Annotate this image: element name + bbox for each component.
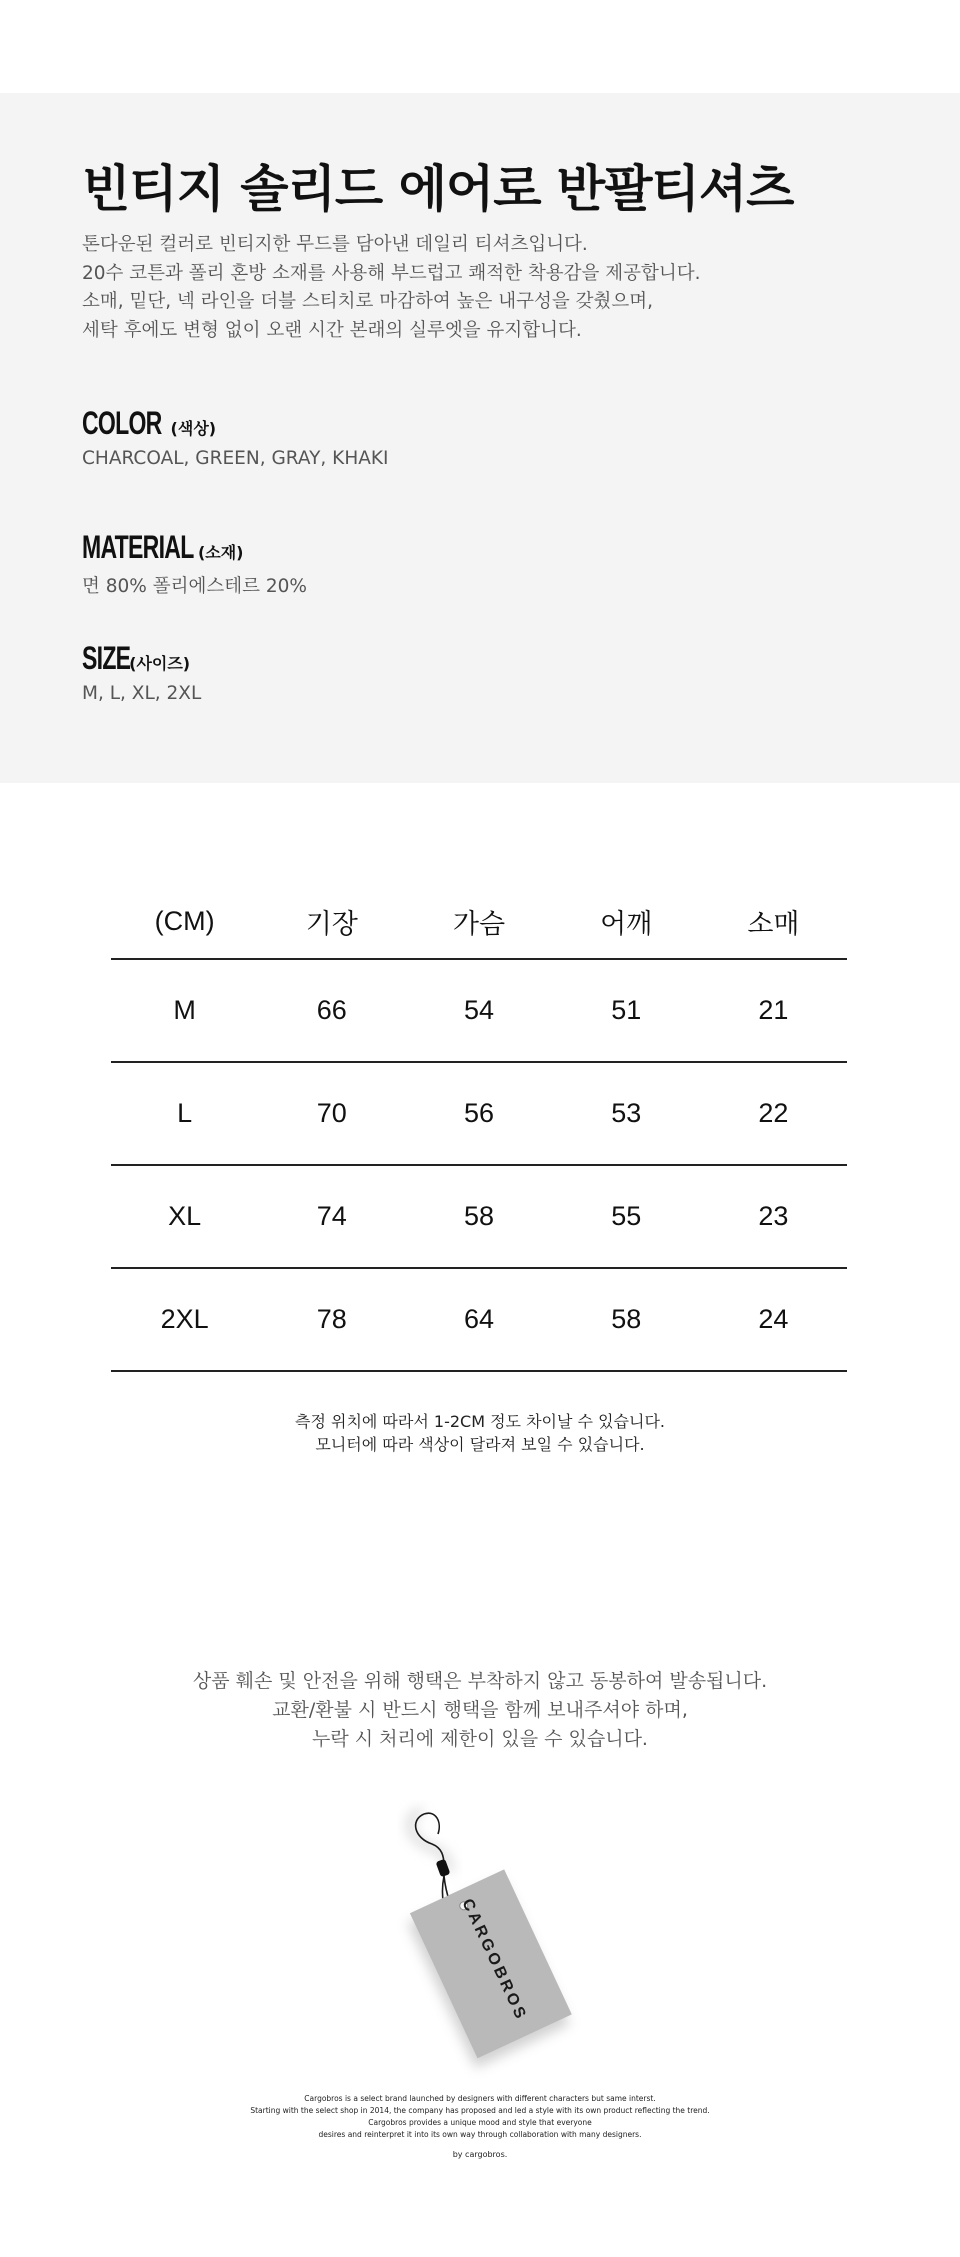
shoulder-cell: 53 (611, 1098, 642, 1128)
sleeve-cell: 22 (758, 1098, 789, 1128)
length-cell: 66 (316, 995, 347, 1025)
spec-color (82, 405, 782, 469)
spec-material-sub: (소재) (197, 543, 244, 562)
table-row (111, 1269, 847, 1372)
brand-line: Cargobros is a select brand launched by designers with different characters but same interst. (304, 2094, 656, 2103)
note-line: 모니터에 따라 색상이 달라져 보일 수 있습니다. (315, 1435, 645, 1454)
spec-size-label: SIZE (82, 640, 131, 676)
chest-cell: 64 (463, 1304, 495, 1334)
description-line: 20수 코튼과 폴리 혼방 소재를 사용해 부드럽고 쾌적한 착용감을 제공합니다. (82, 262, 701, 284)
description-line: 톤다운된 컬러로 빈티지한 무드를 담아낸 데일리 티셔츠입니다. (82, 234, 588, 255)
length-cell: 74 (316, 1201, 347, 1231)
packaging-line: 누락 시 처리에 제한이 있을 수 있습니다. (312, 1728, 648, 1750)
description-line: 세탁 후에도 변형 없이 오랜 시간 본래의 실루엣을 유지합니다. (82, 319, 582, 341)
measurement-notes (0, 1410, 960, 1456)
sleeve-cell: 23 (758, 1201, 789, 1231)
product-info-panel (0, 93, 960, 783)
spec-color-value: CHARCOAL, GREEN, GRAY, KHAKI (82, 448, 389, 469)
spec-material-label: MATERIAL (82, 529, 194, 565)
chest-cell: 54 (463, 995, 495, 1025)
brand-footer (0, 2093, 960, 2141)
spec-size (82, 640, 782, 704)
brand-line: Cargobros provides a unique mood and style that everyone (368, 2118, 592, 2127)
spec-size-value: M, L, XL, 2XL (82, 683, 202, 704)
shoulder-cell: 55 (611, 1201, 642, 1231)
product-title: 빈티지 솔리드 에어로 반팔티셔츠 (82, 160, 794, 218)
description-line: 소매, 밑단, 넥 라인을 더블 스티치로 마감하여 높은 내구성을 갖췄으며, (82, 291, 653, 312)
sleeve-cell: 24 (758, 1304, 789, 1334)
table-row (111, 960, 847, 1063)
product-description (82, 231, 902, 345)
header-cell-length: 기장 (305, 908, 358, 939)
brand-line: desires and reinterpret it into its own way through collaboration with many designers. (318, 2130, 642, 2139)
header-cell-unit: (CM) (154, 905, 215, 936)
size-table (111, 884, 847, 1372)
brand-line: Starting with the select shop in 2014, the company has proposed and led a style with its own product reflecting the trend. (250, 2106, 710, 2115)
spec-color-label: COLOR (82, 405, 162, 441)
shoulder-cell: 51 (611, 995, 642, 1025)
packaging-line: 상품 훼손 및 안전을 위해 행택은 부착하지 않고 동봉하여 발송됩니다. (192, 1670, 768, 1692)
hang-tag-brand: CARGOBROS (458, 1896, 530, 2024)
size-cell: 2XL (160, 1304, 209, 1334)
spec-color-sub: (색상) (170, 419, 217, 438)
size-cell: XL (168, 1201, 202, 1231)
size-cell: M (173, 995, 196, 1025)
size-table-header (111, 884, 847, 960)
size-cell: L (177, 1098, 193, 1128)
length-cell: 70 (316, 1098, 347, 1128)
note-line: 측정 위치에 따라서 1-2CM 정도 차이날 수 있습니다. (294, 1412, 665, 1431)
brand-signature: by cargobros. (452, 2150, 508, 2159)
chest-cell: 58 (463, 1201, 495, 1231)
sleeve-cell: 21 (758, 995, 789, 1025)
chest-cell: 56 (463, 1098, 495, 1128)
spec-material (82, 529, 782, 598)
spec-material-value: 면 80% 폴리에스테르 20% (82, 576, 307, 597)
spec-size-sub: (사이즈) (129, 654, 191, 673)
header-cell-shoulder: 어깨 (600, 908, 653, 939)
length-cell: 78 (316, 1304, 347, 1334)
header-cell-chest: 가슴 (452, 908, 506, 939)
shoulder-cell: 58 (611, 1304, 642, 1334)
packaging-notice (0, 1667, 960, 1754)
table-row (111, 1166, 847, 1269)
header-cell-sleeve: 소매 (747, 908, 800, 939)
table-row (111, 1063, 847, 1166)
hang-tag-icon (380, 1800, 600, 2080)
hang-tag-drawing (380, 1800, 600, 2080)
packaging-line: 교환/환불 시 반드시 행택을 함께 보내주셔야 하며, (272, 1699, 688, 1721)
